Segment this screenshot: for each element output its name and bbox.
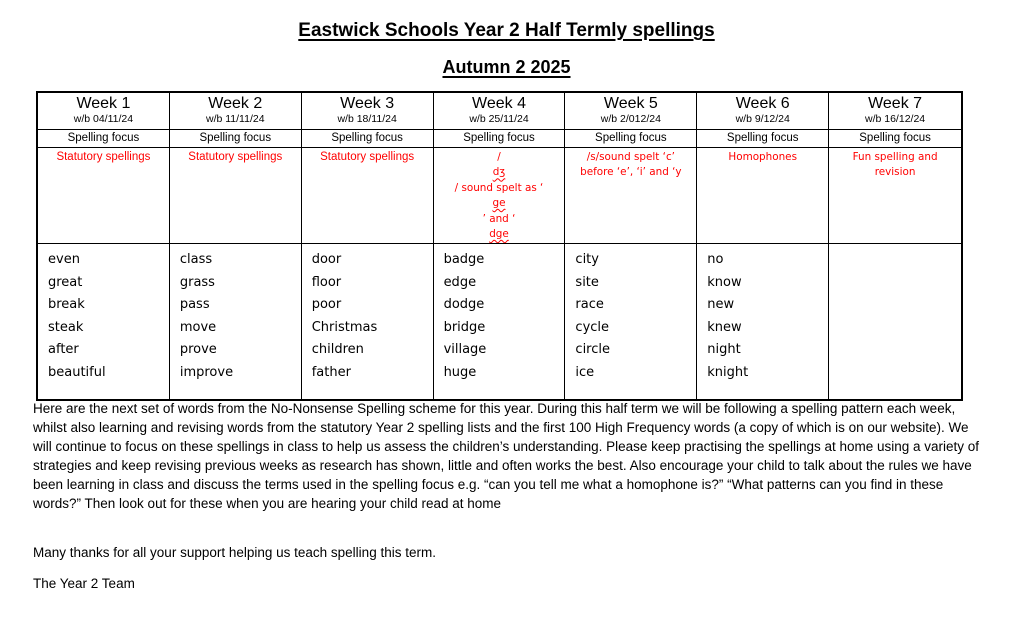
word-item: site xyxy=(575,274,599,290)
focus-segment: / xyxy=(497,151,501,163)
week-header-2 xyxy=(170,93,302,130)
word-item: door xyxy=(311,252,342,267)
focus-segment: dge xyxy=(489,228,509,241)
word-item: knew xyxy=(707,319,742,335)
focus-label-7: Spelling focus xyxy=(829,130,961,148)
focus-text-5 xyxy=(565,148,697,244)
word-item: badge xyxy=(443,252,485,267)
word-item: city xyxy=(575,252,599,267)
word-item: children xyxy=(311,342,364,357)
week-name: Week 5 xyxy=(603,95,658,112)
word-item: floor xyxy=(311,274,342,290)
word-item: prove xyxy=(179,342,217,357)
focus-label-4: Spelling focus xyxy=(434,130,566,148)
word-item: bridge xyxy=(443,319,486,335)
focus-segment: Statutory spellings xyxy=(320,151,415,163)
focus-segment: ’ and ‘ xyxy=(482,212,516,225)
week-date: w/b 18/11/24 xyxy=(337,113,397,125)
focus-label-2: Spelling focus xyxy=(170,130,302,148)
page-title: Eastwick Schools Year 2 Half Termly spellings xyxy=(298,20,715,41)
word-item: ice xyxy=(575,364,595,380)
word-list-5 xyxy=(565,244,697,399)
week-header-1 xyxy=(38,93,170,130)
word-list-3 xyxy=(302,244,434,399)
word-item: dodge xyxy=(443,297,485,312)
focus-segment: dʒ xyxy=(492,166,506,179)
week-header-7 xyxy=(829,93,961,130)
word-item: great xyxy=(48,274,83,290)
word-item: know xyxy=(707,274,742,290)
word-item: poor xyxy=(311,297,342,312)
focus-segment: Fun spelling and revision xyxy=(852,151,938,179)
word-item: huge xyxy=(443,364,477,380)
focus-segment: /s/sound spelt ‘c’ before ‘e’, ‘i’ and ‘y xyxy=(580,151,682,179)
focus-segment: Homophones xyxy=(728,151,797,163)
week-name: Week 1 xyxy=(76,95,131,112)
word-item: new xyxy=(707,297,735,312)
word-item: knight xyxy=(707,364,749,380)
focus-label-3: Spelling focus xyxy=(302,130,434,148)
focus-text-7 xyxy=(829,148,961,244)
week-header-4 xyxy=(434,93,566,130)
week-name: Week 4 xyxy=(472,95,526,112)
focus-text-1 xyxy=(38,148,170,244)
week-name: Week 7 xyxy=(868,95,923,112)
focus-label-5: Spelling focus xyxy=(565,130,697,148)
word-item: even xyxy=(48,252,80,267)
word-item: after xyxy=(48,342,79,357)
word-item: pass xyxy=(179,297,210,312)
week-date: w/b 04/11/24 xyxy=(73,113,134,125)
word-item: race xyxy=(575,297,604,312)
word-list-7 xyxy=(829,244,961,399)
intro-paragraph: Here are the next set of words from the No-Nonsense Spelling scheme for this year. During this half term we will be following a spelling pattern each week, whilst also learning and revising words from the statutory Year 2 spelling lists and the first 100 High Frequency words (a copy of which is on our website). We will continue to focus on these spellings in class to help us assess the children’s understanding. Please keep practising the spellings at home using a variety of strategies and keep revising previous weeks as research has shown, little and often works the best. Also encourage your child to talk about the rules we have been learning in class and discuss the terms used in the spelling focus e.g. “can you tell me what a homophone is?” “What patterns can you find in these words?” Then look out for these when you are hearing your child read at home xyxy=(33,401,980,511)
week-header-3 xyxy=(302,93,434,130)
word-item: circle xyxy=(575,342,610,357)
week-header-5 xyxy=(565,93,697,130)
week-name: Week 6 xyxy=(735,95,790,112)
focus-text-4 xyxy=(434,148,566,244)
week-date: w/b 25/11/24 xyxy=(469,113,529,125)
word-item: class xyxy=(179,252,213,267)
word-item: break xyxy=(48,297,85,312)
word-item: cycle xyxy=(575,319,610,335)
word-item: village xyxy=(443,342,487,357)
word-item: improve xyxy=(179,364,234,380)
week-date: w/b 11/11/24 xyxy=(205,113,265,125)
focus-segment: Statutory spellings xyxy=(56,151,151,163)
word-item: night xyxy=(707,342,741,357)
word-item: no xyxy=(707,252,724,267)
word-item: father xyxy=(311,364,351,380)
signature-text: The Year 2 Team xyxy=(33,576,135,591)
word-list-1 xyxy=(38,244,170,399)
week-date: w/b 2/012/24 xyxy=(600,113,661,125)
word-item: move xyxy=(179,319,217,335)
week-name: Week 2 xyxy=(208,95,263,112)
focus-segment: / sound spelt as ‘ xyxy=(454,181,544,194)
spelling-table xyxy=(36,91,963,401)
week-date: w/b 16/12/24 xyxy=(865,113,926,125)
focus-text-2 xyxy=(170,148,302,244)
word-item: grass xyxy=(179,274,215,290)
word-item: Christmas xyxy=(311,319,378,335)
word-list-4 xyxy=(434,244,566,399)
focus-text-3 xyxy=(302,148,434,244)
focus-text-6 xyxy=(697,148,829,244)
word-item: beautiful xyxy=(48,364,106,380)
word-item: edge xyxy=(443,274,477,290)
week-header-6 xyxy=(697,93,829,130)
week-name: Week 3 xyxy=(340,95,395,112)
word-item: steak xyxy=(48,319,84,335)
page-subtitle: Autumn 2 2025 xyxy=(442,57,571,77)
focus-segment: Statutory spellings xyxy=(188,151,283,163)
focus-segment: ge xyxy=(492,197,506,210)
week-date: w/b 9/12/24 xyxy=(735,113,790,125)
focus-label-1: Spelling focus xyxy=(38,130,170,148)
focus-label-6: Spelling focus xyxy=(697,130,829,148)
word-list-2 xyxy=(170,244,302,399)
word-list-6 xyxy=(697,244,829,399)
thanks-text: Many thanks for all your support helping us teach spelling this term. xyxy=(33,545,436,560)
